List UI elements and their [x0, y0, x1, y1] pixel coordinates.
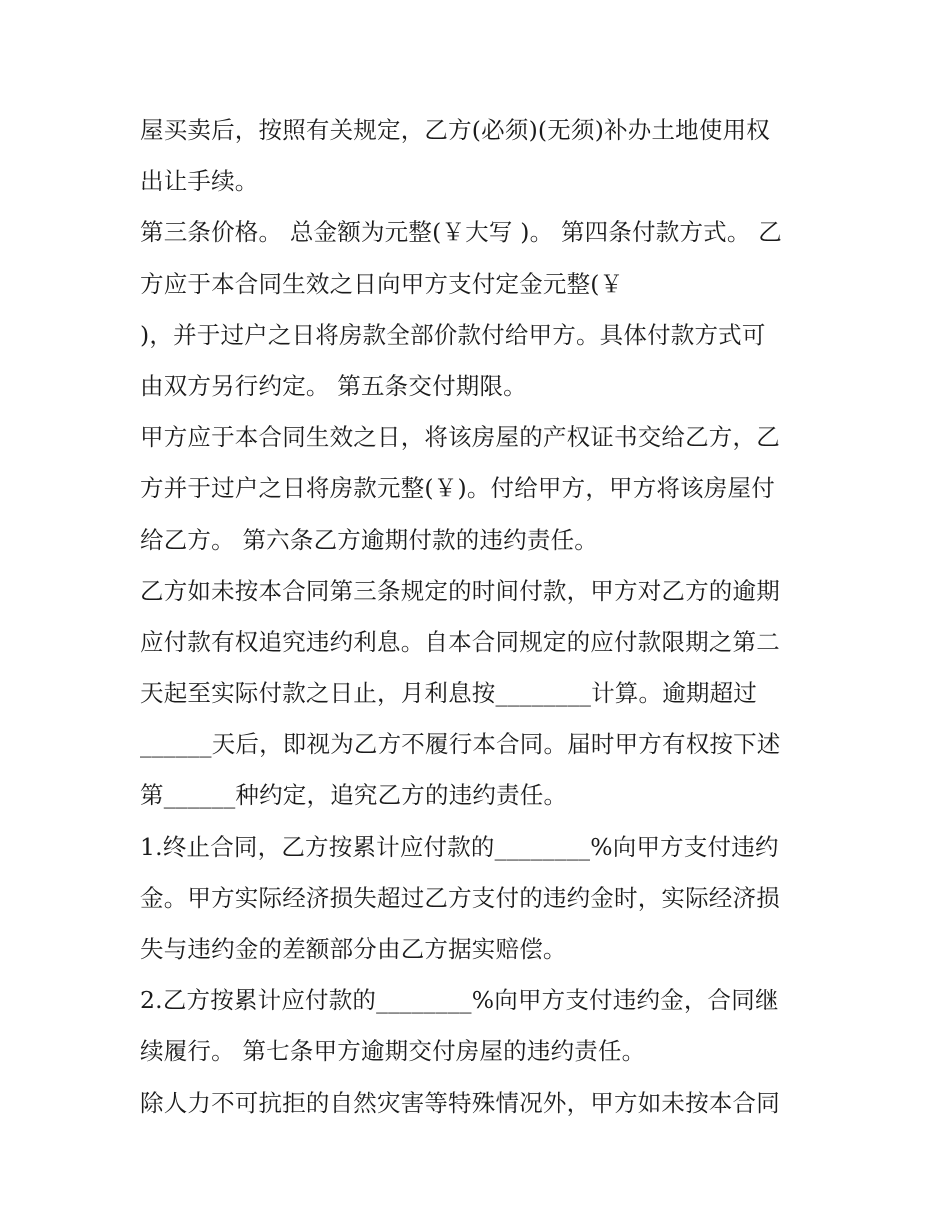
text-line: 天起至实际付款之日止，月利息按________计算。逾期超过 [140, 679, 757, 708]
text-line: 续履行。 第七条甲方逾期交付房屋的违约责任。 [140, 1037, 646, 1066]
text-line: 出让手续。 [140, 167, 259, 196]
text-line: 第______种约定，追究乙方的违约责任。 [140, 781, 568, 810]
text-line: 给乙方。 第六条乙方逾期付款的违约责任。 [140, 525, 598, 554]
text-line: 屋买卖后，按照有关规定，乙方(必须)(无须)补办土地使用权 [140, 116, 770, 144]
text-line: 应付款有权追究违约利息。自本合同规定的应付款限期之第二 [140, 627, 780, 656]
text-line: 方并于过户之日将房款元整(￥)。付给甲方，甲方将该房屋付 [140, 474, 775, 503]
text-line: 甲方应于本合同生效之日，将该房屋的产权证书交给乙方，乙 [140, 423, 780, 452]
text-line: 方应于本合同生效之日向甲方支付定金元整(￥ [140, 269, 624, 298]
text-line: 失与违约金的差额部分由乙方据实赔偿。 [140, 935, 567, 963]
text-line: 除人力不可抗拒的自然灾害等特殊情况外，甲方如未按本合同 [140, 1088, 780, 1117]
text-line: 乙方如未按本合同第三条规定的时间付款，甲方对乙方的逾期 [140, 576, 780, 605]
text-line: 1.终止合同，乙方按累计应付款的________%向甲方支付违约 [140, 832, 779, 861]
contract-text [140, 105, 820, 1129]
text-line: 由双方另行约定。 第五条交付期限。 [140, 371, 527, 400]
text-line: 第三条价格。 总金额为元整(￥大写 )。 第四条付款方式。 乙 [140, 218, 782, 247]
text-line: 2.乙方按累计应付款的________%向甲方支付违约金，合同继 [140, 986, 779, 1015]
text-line: )，并于过户之日将房款全部价款付给甲方。具体付款方式可 [140, 320, 766, 349]
text-line: 金。甲方实际经济损失超过乙方支付的违约金时，实际经济损 [140, 883, 780, 912]
text-line: ______天后，即视为乙方不履行本合同。届时甲方有权按下述 [140, 730, 781, 759]
